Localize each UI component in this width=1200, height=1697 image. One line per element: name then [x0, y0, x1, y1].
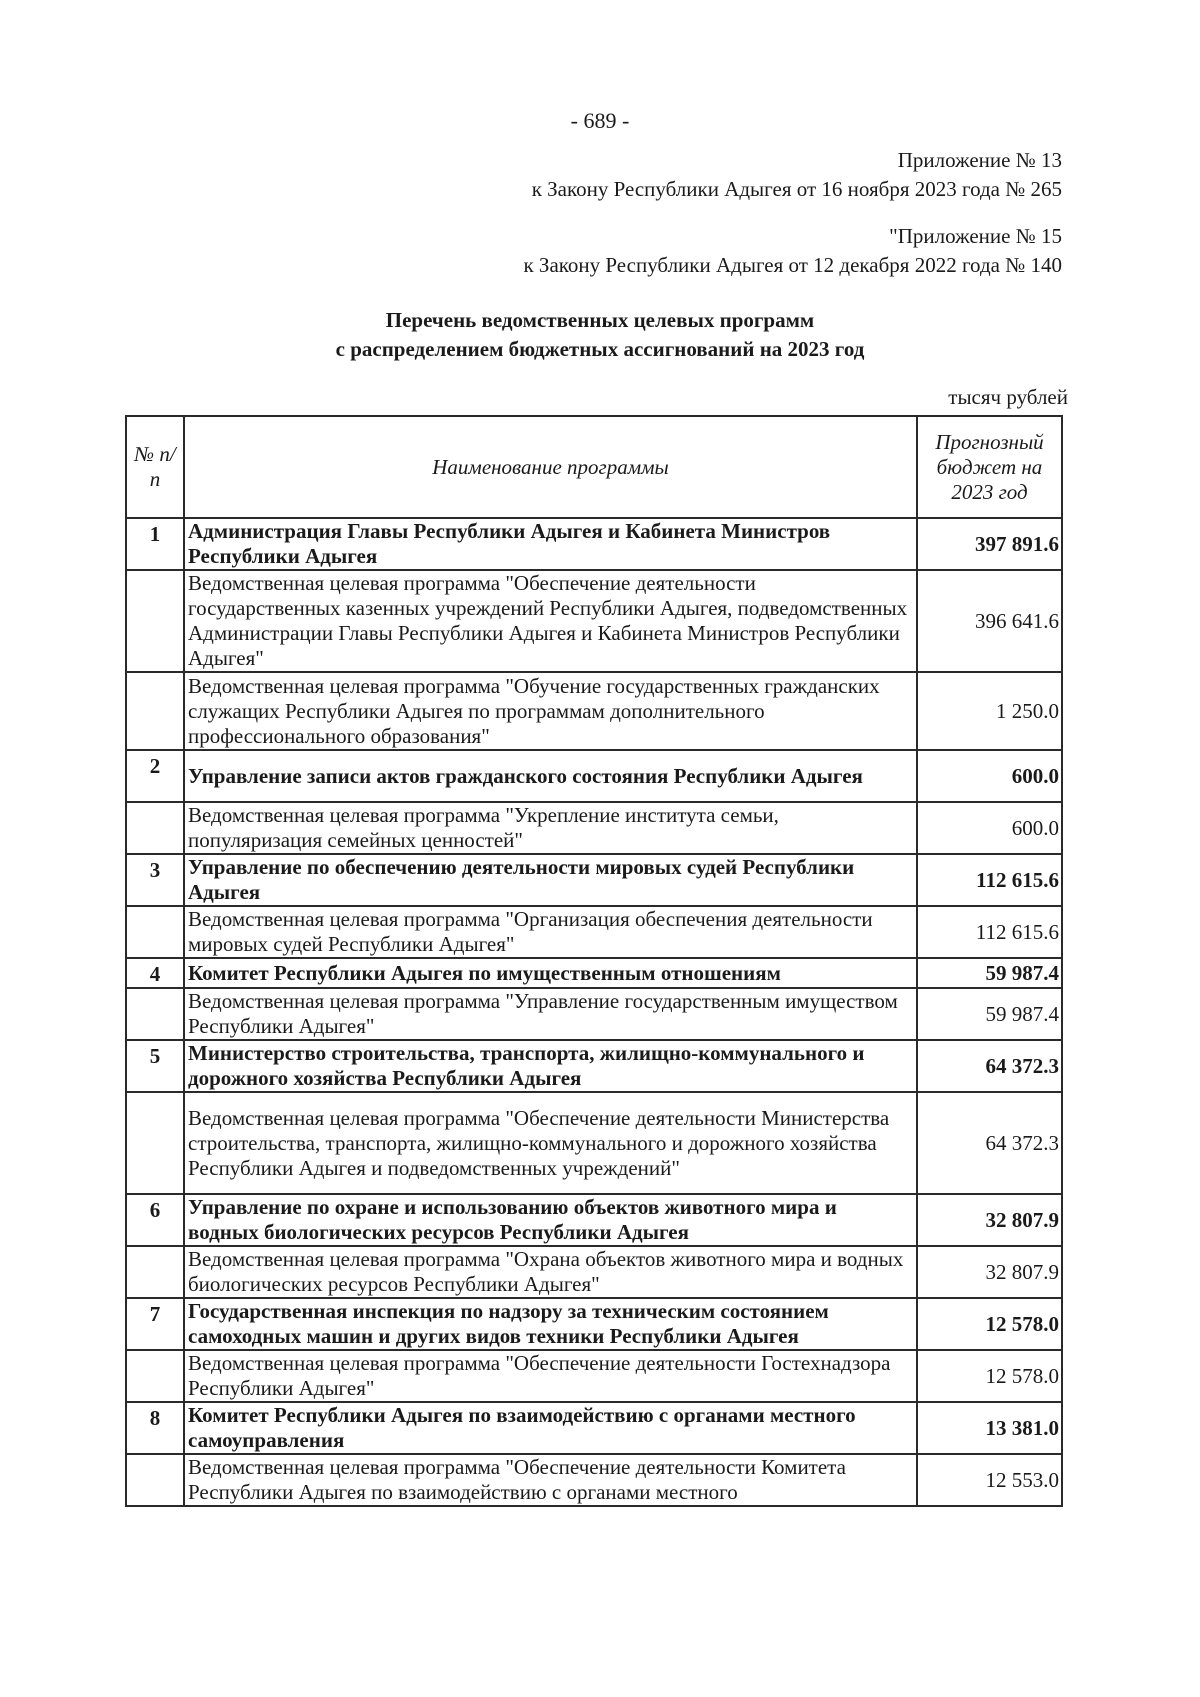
- appendix-current: [532, 146, 1062, 204]
- table-row: [126, 1246, 1062, 1298]
- appendix-original-line1: "Приложение № 15: [889, 224, 1062, 248]
- table-row: [126, 988, 1062, 1040]
- row-amount: 112 615.6: [917, 854, 1062, 906]
- row-num: [126, 1092, 184, 1194]
- row-num: 4: [126, 958, 184, 988]
- row-name: Ведомственная целевая программа "Обучение государственных гражданских служащих Республики Адыгея по программам дополнительного профессионального образования": [184, 672, 917, 750]
- row-name: Министерство строительства, транспорта, жилищно-коммунального и дорожного хозяйства Республики Адыгея: [184, 1040, 917, 1092]
- row-num: 8: [126, 1402, 184, 1454]
- row-num: [126, 672, 184, 750]
- row-amount: 32 807.9: [917, 1246, 1062, 1298]
- table-row: [126, 1092, 1062, 1194]
- header-name: Наименование программы: [184, 416, 917, 518]
- row-amount: 32 807.9: [917, 1194, 1062, 1246]
- row-amount: 112 615.6: [917, 906, 1062, 958]
- row-num: [126, 570, 184, 672]
- row-num: [126, 906, 184, 958]
- row-name: Управление по охране и использованию объектов животного мира и водных биологических ресурсов Республики Адыгея: [184, 1194, 917, 1246]
- table-row: [126, 570, 1062, 672]
- appendix-current-line2: к Закону Республики Адыгея от 16 ноября 2023 года № 265: [531, 177, 1062, 201]
- row-amount: 12 553.0: [917, 1454, 1062, 1506]
- table-row: [126, 518, 1062, 570]
- table-row: [126, 958, 1062, 988]
- table-row: [126, 1402, 1062, 1454]
- row-num: [126, 802, 184, 854]
- table-row: [126, 854, 1062, 906]
- row-amount: 600.0: [917, 750, 1062, 802]
- row-amount: 397 891.6: [917, 518, 1062, 570]
- row-num: [126, 1246, 184, 1298]
- row-name: Ведомственная целевая программа "Укрепление института семьи, популяризация семейных ценностей": [184, 802, 917, 854]
- row-num: 2: [126, 750, 184, 802]
- table-row: [126, 1454, 1062, 1506]
- page-number: - 689 -: [570, 108, 630, 133]
- row-amount: 396 641.6: [917, 570, 1062, 672]
- row-amount: 59 987.4: [917, 988, 1062, 1040]
- appendix-original-line2: к Закону Республики Адыгея от 12 декабря 2022 года № 140: [523, 253, 1062, 277]
- row-name: Государственная инспекция по надзору за техническим состоянием самоходных машин и других видов техники Республики Адыгея: [184, 1298, 917, 1350]
- table-row: [126, 802, 1062, 854]
- row-amount: 13 381.0: [917, 1402, 1062, 1454]
- row-amount: 64 372.3: [917, 1092, 1062, 1194]
- row-name: Ведомственная целевая программа "Обеспечение деятельности Комитета Республики Адыгея по взаимодействию с органами местного: [184, 1454, 917, 1506]
- row-num: [126, 1350, 184, 1402]
- row-name: Ведомственная целевая программа "Организация обеспечения деятельности мировых судей Республики Адыгея": [184, 906, 917, 958]
- row-name: Комитет Республики Адыгея по имущественным отношениям: [184, 958, 917, 988]
- row-name: Ведомственная целевая программа "Управление государственным имуществом Республики Адыгея": [184, 988, 917, 1040]
- table-row: [126, 1350, 1062, 1402]
- appendix-current-line1: Приложение № 13: [897, 148, 1062, 172]
- row-name: Управление по обеспечению деятельности мировых судей Республики Адыгея: [184, 854, 917, 906]
- row-name: Комитет Республики Адыгея по взаимодействию с органами местного самоуправления: [184, 1402, 917, 1454]
- table-header-row: [126, 416, 1062, 518]
- table-row: [126, 906, 1062, 958]
- row-num: [126, 988, 184, 1040]
- row-num: 7: [126, 1298, 184, 1350]
- row-amount: 59 987.4: [917, 958, 1062, 988]
- row-amount: 600.0: [917, 802, 1062, 854]
- header-num: № п/п: [126, 416, 184, 518]
- row-num: [126, 1454, 184, 1506]
- document-title-line2: с распределением бюджетных ассигнований на 2023 год: [335, 337, 865, 361]
- document-title: [0, 306, 1200, 364]
- programs-table: [125, 415, 1063, 1507]
- row-name: Ведомственная целевая программа "Обеспечение деятельности Гостехнадзора Республики Адыгея": [184, 1350, 917, 1402]
- row-amount: 12 578.0: [917, 1350, 1062, 1402]
- row-name: Ведомственная целевая программа "Охрана объектов животного мира и водных биологических ресурсов Республики Адыгея": [184, 1246, 917, 1298]
- row-num: 1: [126, 518, 184, 570]
- row-amount: 12 578.0: [917, 1298, 1062, 1350]
- document-title-line1: Перечень ведомственных целевых программ: [385, 308, 815, 332]
- row-name: Ведомственная целевая программа "Обеспечение деятельности Министерства строительства, транспорта, жилищно-коммунального и дорожного хозяйства Республики Адыгея и подведомственных учреждений": [184, 1092, 917, 1194]
- row-num: 6: [126, 1194, 184, 1246]
- table-row: [126, 750, 1062, 802]
- table-row: [126, 1298, 1062, 1350]
- table-row: [126, 1040, 1062, 1092]
- table-row: [126, 672, 1062, 750]
- row-amount: 64 372.3: [917, 1040, 1062, 1092]
- table-row: [126, 1194, 1062, 1246]
- row-num: 5: [126, 1040, 184, 1092]
- header-budget: Прогнозный бюджет на 2023 год: [917, 416, 1062, 518]
- row-name: Ведомственная целевая программа "Обеспечение деятельности государственных казенных учреждений Республики Адыгея, подведомственных Администрации Главы Республики Адыгея и Кабинета Министров Республики Адыгея": [184, 570, 917, 672]
- units-label: тысяч рублей: [948, 385, 1068, 409]
- row-amount: 1 250.0: [917, 672, 1062, 750]
- row-name: Администрация Главы Республики Адыгея и Кабинета Министров Республики Адыгея: [184, 518, 917, 570]
- row-name: Управление записи актов гражданского состояния Республики Адыгея: [184, 750, 917, 802]
- appendix-original: [523, 222, 1062, 280]
- row-num: 3: [126, 854, 184, 906]
